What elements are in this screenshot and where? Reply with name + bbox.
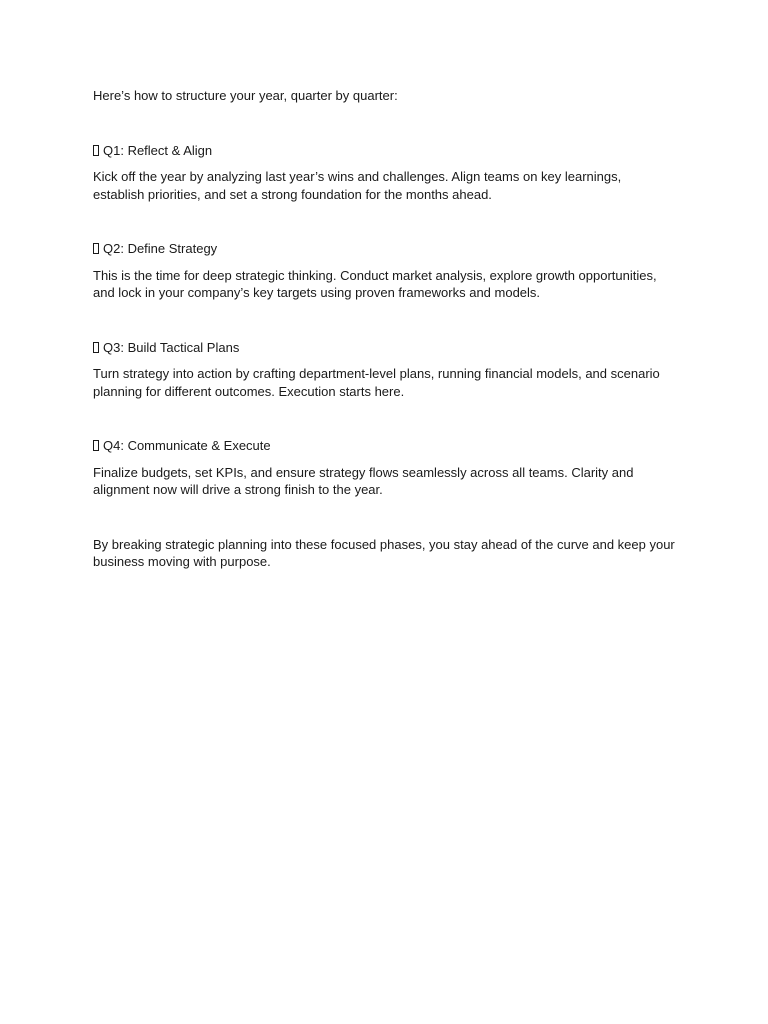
section-heading bbox=[93, 437, 675, 455]
document-page bbox=[93, 87, 675, 571]
missing-glyph-icon bbox=[93, 243, 99, 254]
section-q3 bbox=[93, 339, 675, 401]
section-heading-text: Q2: Define Strategy bbox=[103, 241, 218, 256]
intro-paragraph: Here’s how to structure your year, quarter by quarter: bbox=[93, 88, 398, 103]
section-body: Finalize budgets, set KPIs, and ensure strategy flows seamlessly across all teams. Clarity and alignment now will drive a strong finish to the year. bbox=[93, 464, 634, 497]
section-body: Kick off the year by analyzing last year’s wins and challenges. Align teams on key learnings, establish priorities, and set a strong foundation for the months ahead. bbox=[93, 169, 622, 202]
missing-glyph-icon bbox=[93, 440, 99, 451]
section-q2 bbox=[93, 240, 675, 302]
section-heading bbox=[93, 142, 675, 160]
section-heading bbox=[93, 240, 675, 258]
section-q4 bbox=[93, 437, 675, 499]
section-q1 bbox=[93, 142, 675, 204]
section-heading bbox=[93, 339, 675, 357]
section-heading-text: Q1: Reflect & Align bbox=[103, 142, 213, 158]
closing-paragraph: By breaking strategic planning into these focused phases, you stay ahead of the curve and keep your business moving with purpose. bbox=[93, 536, 675, 569]
missing-glyph-icon bbox=[93, 342, 99, 353]
section-body: Turn strategy into action by crafting department-level plans, running financial models, and scenario planning for different outcomes. Execution starts here. bbox=[93, 366, 660, 399]
section-body: This is the time for deep strategic thinking. Conduct market analysis, explore growth opportunities, and lock in your company’s key targets using proven frameworks and models. bbox=[93, 267, 657, 300]
section-heading-text: Q4: Communicate & Execute bbox=[103, 438, 271, 453]
missing-glyph-icon bbox=[93, 145, 99, 156]
section-heading-text: Q3: Build Tactical Plans bbox=[103, 339, 240, 355]
